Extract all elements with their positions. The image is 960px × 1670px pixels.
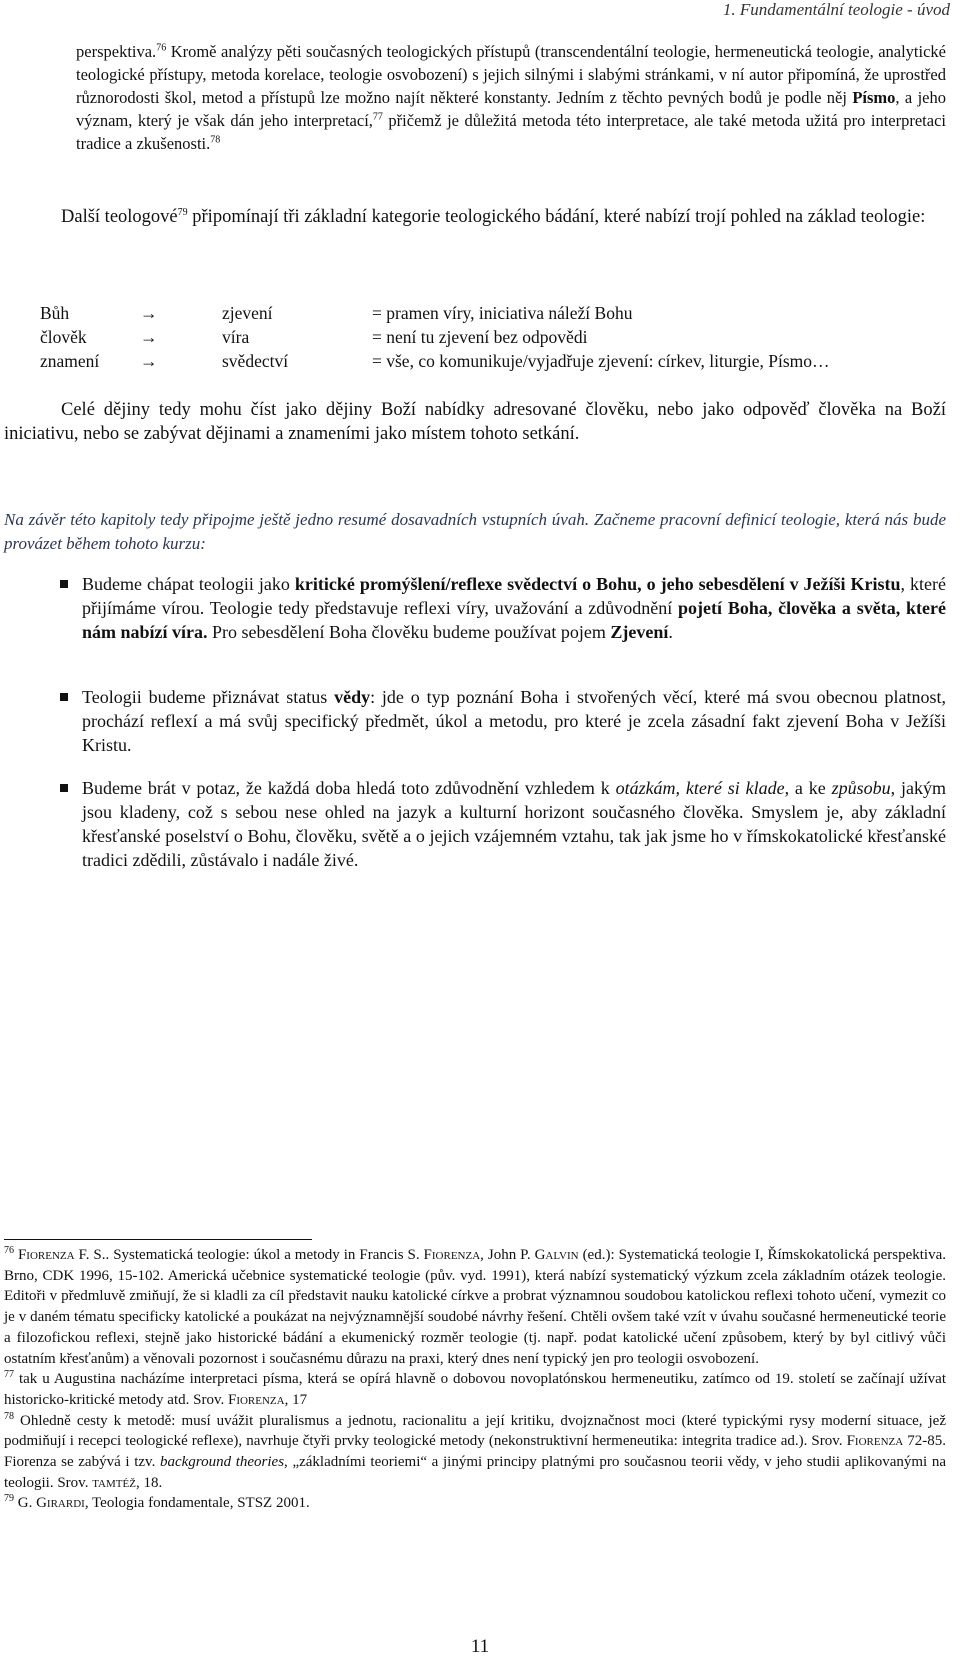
- quote-bold: Písmo: [852, 88, 896, 107]
- footnote: $^{77}$ tak u Augustina nacházíme interpretaci písma, která se opírá hlavně o dobovou novoplatónskou hermeneutiku, zatímco od 19. století se začínají užívat historicko-kritické metody atd. Srov. Fiorenza, 17: [4, 1369, 946, 1408]
- category-description: = není tu zjevení bez odpovědi: [372, 327, 588, 347]
- category-row: [40, 301, 932, 325]
- category-description: = vše, co komunikuje/vyjadřuje zjevení: církev, liturgie, Písmo…: [372, 351, 830, 371]
- paragraph-text: připomínají tři základní kategorie teologického bádání, které nabízí trojí pohled na základ teologie:: [187, 207, 926, 227]
- quote-text: přičemž je důležitá metoda této interpretace, ale také metoda užitá pro interpretaci tradice a zkušenosti.: [76, 111, 946, 153]
- footnote-ref[interactable]: 77: [372, 111, 383, 123]
- arrow-icon: →: [140, 303, 158, 323]
- quote-text: , a jeho význam, který je však dán jeho interpretací,: [76, 88, 946, 130]
- page-number: 11: [470, 1636, 490, 1657]
- category-row: [40, 325, 932, 349]
- footnote-ref[interactable]: 79: [177, 206, 188, 218]
- footnotes: [4, 1245, 946, 1514]
- paragraph-categories-intro: [4, 205, 946, 229]
- category-concept: víra: [222, 327, 250, 347]
- quote-block: [76, 40, 946, 155]
- running-header: 1. Fundamentální teologie - úvod: [722, 0, 950, 19]
- footnote: $^{78}$ Ohledně cesty k metodě: musí uvážit pluralismus a jednotu, racionalitu a její kritiku, dvojznačnost moci (které typickými rysy moderní situace, jež podmiňují i recepci teologické reflexe), navrhuje čtyři prvky teologické metody (nekonstruktivní hermeneutika: integrita tradice ad.). Srov. Fiorenza 72-85. Fiorenza se zabývá i tzv. background theories, „základními teoriemi“ a jinými principy platnými pro současnou teorii vědy, v jeho studii aplikovanými na teologii. Srov. tamtéž, 18.: [4, 1410, 947, 1491]
- category-concept: svědectví: [222, 351, 289, 371]
- list-item: Budeme chápat teologii jako kritické promýšlení/reflexe svědectví o Bohu, o jeho sebesdělení v Ježíši Kristu, které přijímáme vírou. Teologie tedy představuje reflexi víry, uvažování a zdůvodnění pojetí Boha, člověka a světa, které nám nabízí víra. Pro sebesdělení Boha člověku budeme používat pojem Zjevení.: [60, 572, 946, 644]
- category-description: = pramen víry, iniciativa náleží Bohu: [372, 303, 633, 323]
- quote-text: perspektiva.: [76, 42, 157, 61]
- category-row: [40, 349, 932, 373]
- square-bullet-icon: [60, 580, 68, 588]
- quote-text: Kromě analýzy pěti současných teologických přístupů (transcendentální teologie, hermeneutická teologie, analytické teologické přístupy, metoda korelace, teologie osvobození) s jejich silnými i slabými stránkami, v ní autor připomíná, že uprostřed různorodosti škol, metod a přístupů lze možno najít některé konstanty. Jedním z těchto pevných bodů je podle něj: [76, 42, 946, 107]
- footnote: $^{76}$ Fiorenza F. S.. Systematická teologie: úkol a metody in Francis S. Fiorenza, John P. Galvin (ed.): Systematická teologie I, Římskokatolická perspektiva. Brno, CDK 1996, 15-102. Americká učebnice systematické teologie (pův. vyd. 1991), která nabízí systematický výzkum zcela základním otázek teologie. Editoři v předmluvě zmiňují, že si kladli za cíl představit nauku katolické církve a probrat významnou soudobou katolickou reflexi tohoto učení, vymezit co je v daném tématu specificky katolické a poukázat na nejvýznamnější soudobé návrhy řešení. Chtěli ovšem také vzít v úvahu současné hermeneutické teorie a filozofickou reflexi, stejně jako historické bádání a ekumenický rozměr teologie (tj. např. podat katolické učení způsobem, který by byl citlivý vůči ostatním křesťanům) a věnovali pozornost i současnému důrazu na praxi, který dnes není typický jen pro teologii osvobození.: [4, 1245, 946, 1367]
- arrow-icon: →: [140, 327, 158, 347]
- categories-table: [40, 301, 932, 373]
- chapter-summary-intro: Na závěr této kapitoly tedy připojme ještě jedno resumé dosavadních vstupních úvah. Začneme pracovní definicí teologie, která nás bude provázet během tohoto kurzu:: [4, 510, 946, 553]
- square-bullet-icon: [60, 693, 68, 701]
- arrow-icon: →: [140, 351, 158, 371]
- list-item: Budeme brát v potaz, že každá doba hledá toto zdůvodnění vzhledem k otázkám, které si klade, a ke způsobu, jakým jsou kladeny, což s sebou nese ohled na jazyk a kulturní horizont současného člověka. Smyslem je, aby základní křesťanské poselství o Bohu, člověku, světě a o jejich vzájemném vztahu, tak jak jsme ho v římskokatolické křesťanské tradici zdědili, zůstávalo i nadále živé.: [60, 776, 946, 872]
- category-term: Bůh: [40, 303, 70, 323]
- footnote-ref[interactable]: 78: [210, 134, 221, 146]
- square-bullet-icon: [60, 784, 68, 792]
- category-term: znamení: [40, 351, 100, 371]
- paragraph-text: Další teologové: [61, 207, 178, 227]
- paragraph-history: Celé dějiny tedy mohu číst jako dějiny Boží nabídky adresované člověku, nebo jako odpověď člověka na Boží iniciativu, nebo se zabývat dějinami a znameními jako místem tohoto setkání.: [4, 400, 946, 444]
- category-term: člověk: [40, 327, 87, 347]
- footnote: $^{79}$ G. Girardi, Teologia fondamentale, STSZ 2001.: [4, 1493, 310, 1512]
- footnote-ref[interactable]: 76: [156, 42, 167, 54]
- category-concept: zjevení: [222, 303, 273, 323]
- list-item: Teologii budeme přiznávat status vědy: jde o typ poznání Boha i stvořených věcí, které má svou obecnou platnost, prochází reflexí a má svůj specifický předmět, úkol a metodu, pro které je zcela zásadní fakt zjevení Boha v Ježíši Kristu.: [60, 685, 946, 757]
- footnote-divider: [4, 1239, 312, 1240]
